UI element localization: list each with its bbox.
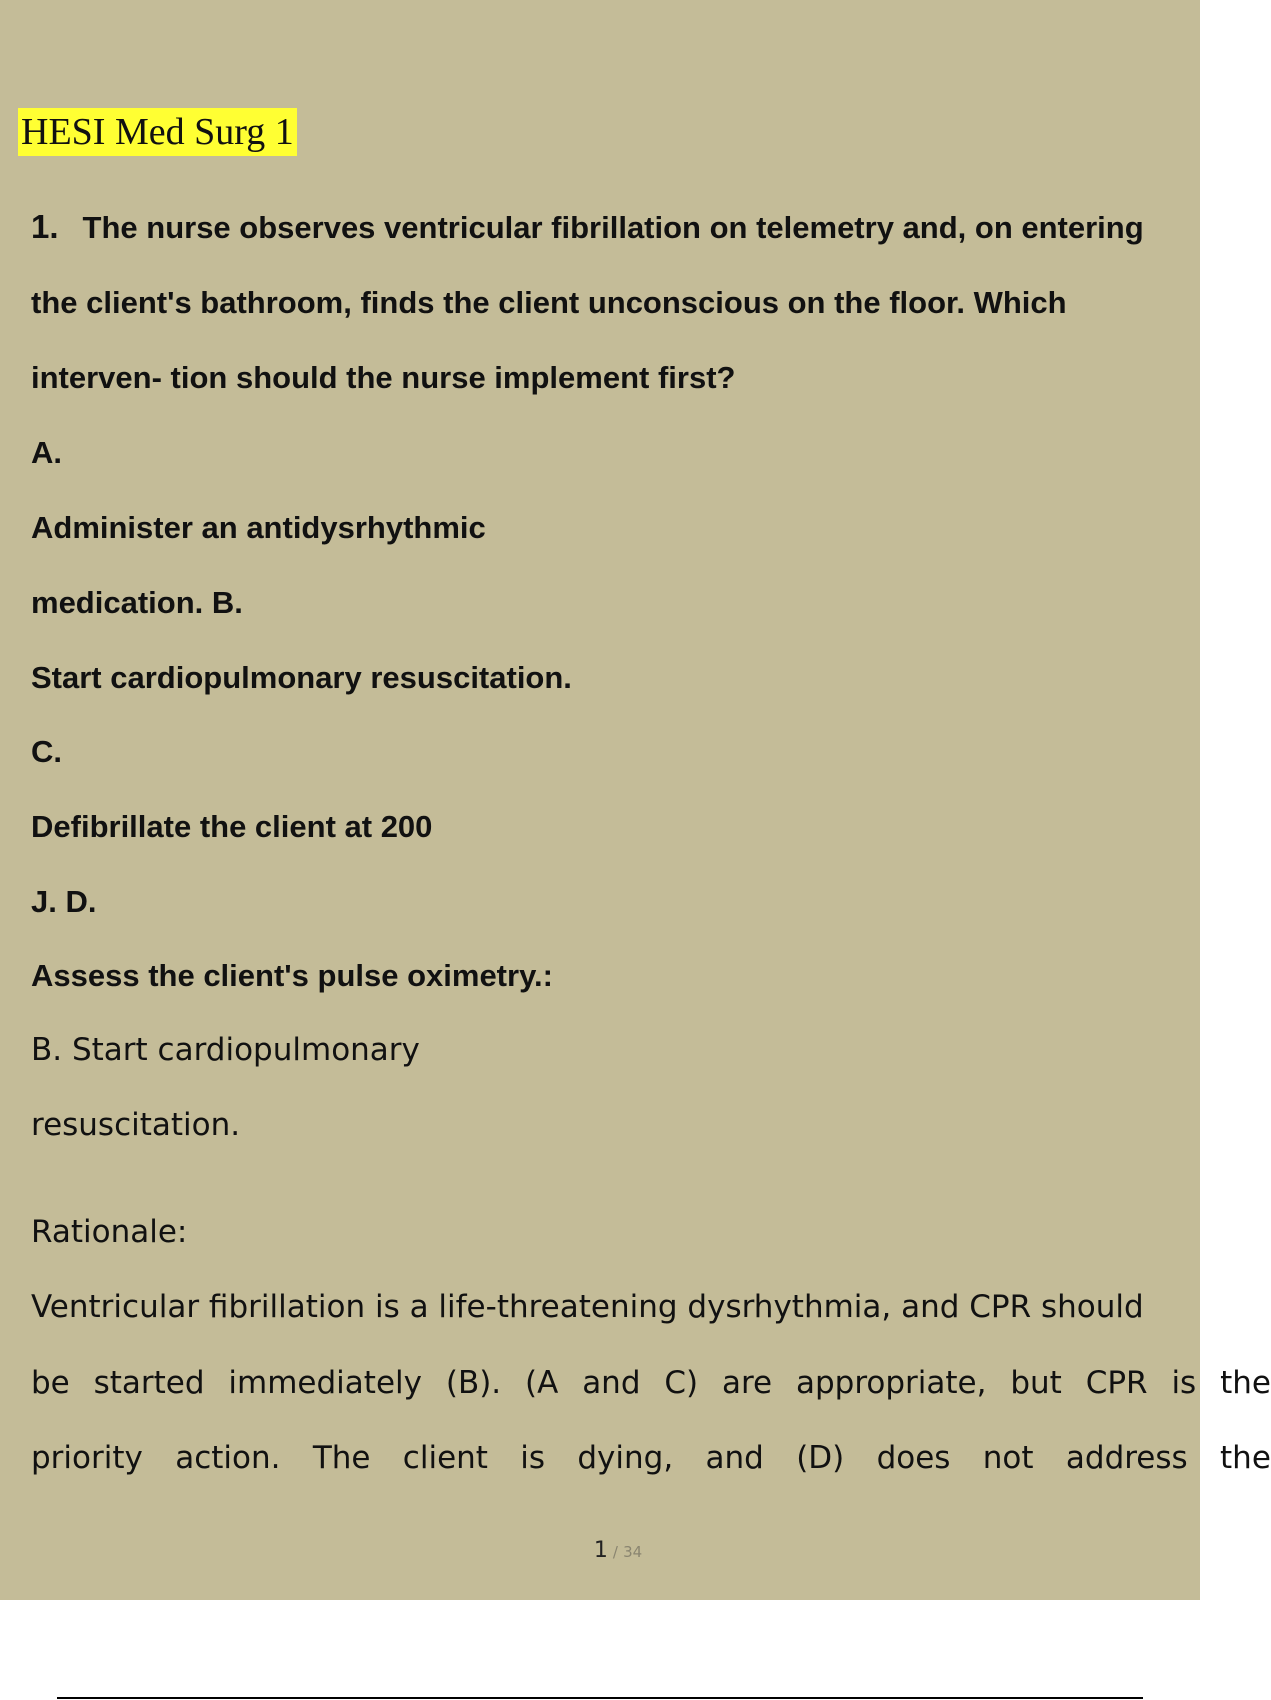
rationale-word: not — [982, 1440, 1034, 1476]
rationale-line-2 — [31, 1365, 1271, 1401]
rationale-word: immediately — [228, 1365, 422, 1401]
question-stem-line-1 — [31, 208, 1144, 246]
rationale-word: (A — [525, 1365, 559, 1401]
rationale-word: (B). — [445, 1365, 502, 1401]
rationale-word: is — [520, 1440, 546, 1476]
rationale-word: C) — [664, 1365, 699, 1401]
rationale-word: The — [312, 1440, 371, 1476]
question-number: 1. — [31, 208, 59, 245]
rationale-word: the — [1220, 1365, 1271, 1401]
next-page-rule — [57, 1697, 1143, 1699]
rationale-line-3 — [31, 1440, 1271, 1476]
rationale-word: the — [1220, 1440, 1271, 1476]
rationale-word: and — [705, 1440, 764, 1476]
option-line-1: A. — [31, 435, 62, 470]
document-title: HESI Med Surg 1 — [18, 108, 297, 156]
option-line-8: Assess the client's pulse oximetry.: — [31, 958, 553, 993]
rationale-word: priority — [31, 1440, 143, 1476]
rationale-word: action. — [175, 1440, 281, 1476]
rationale-word: but — [1010, 1365, 1062, 1401]
option-line-4: Start cardiopulmonary resuscitation. — [31, 660, 572, 695]
rationale-word: dying, — [577, 1440, 674, 1476]
option-line-2: Administer an antidysrhythmic — [31, 510, 486, 545]
answer-line-2: resuscitation. — [31, 1107, 241, 1143]
rationale-word: is — [1171, 1365, 1197, 1401]
option-line-7: J. D. — [31, 884, 97, 919]
option-line-3: medication. B. — [31, 585, 243, 620]
page-separator: / — [612, 1543, 618, 1561]
total-page-count: 34 — [623, 1543, 643, 1561]
rationale-word: CPR — [1085, 1365, 1148, 1401]
page-indicator — [0, 1538, 1236, 1563]
current-page-number: 1 — [593, 1538, 608, 1563]
rationale-word: be — [31, 1365, 70, 1401]
rationale-word: (D) — [796, 1440, 845, 1476]
rationale-line-2-words — [31, 1365, 1271, 1401]
rationale-word: appropriate, — [795, 1365, 987, 1401]
answer-line-1: B. Start cardiopulmonary — [31, 1032, 420, 1068]
rationale-word: client — [402, 1440, 488, 1476]
rationale-word: are — [721, 1365, 773, 1401]
question-stem-text-1: The nurse observes ventricular fibrillation on telemetry and, on entering — [82, 210, 1144, 245]
option-line-5: C. — [31, 734, 62, 769]
rationale-word: does — [876, 1440, 951, 1476]
option-line-6: Defibrillate the client at 200 — [31, 809, 433, 844]
rationale-word: and — [582, 1365, 641, 1401]
rationale-line-3-words — [31, 1440, 1271, 1476]
rationale-label: Rationale: — [31, 1214, 188, 1250]
rationale-line-1: Ventricular fibrillation is a life-threatening dysrhythmia, and CPR should — [31, 1289, 1144, 1325]
rationale-word: address — [1065, 1440, 1188, 1476]
question-stem-line-2: the client's bathroom, finds the client unconscious on the floor. Which — [31, 285, 1067, 320]
question-stem-line-3: interven- tion should the nurse implement first? — [31, 360, 736, 395]
rationale-word: started — [93, 1365, 205, 1401]
